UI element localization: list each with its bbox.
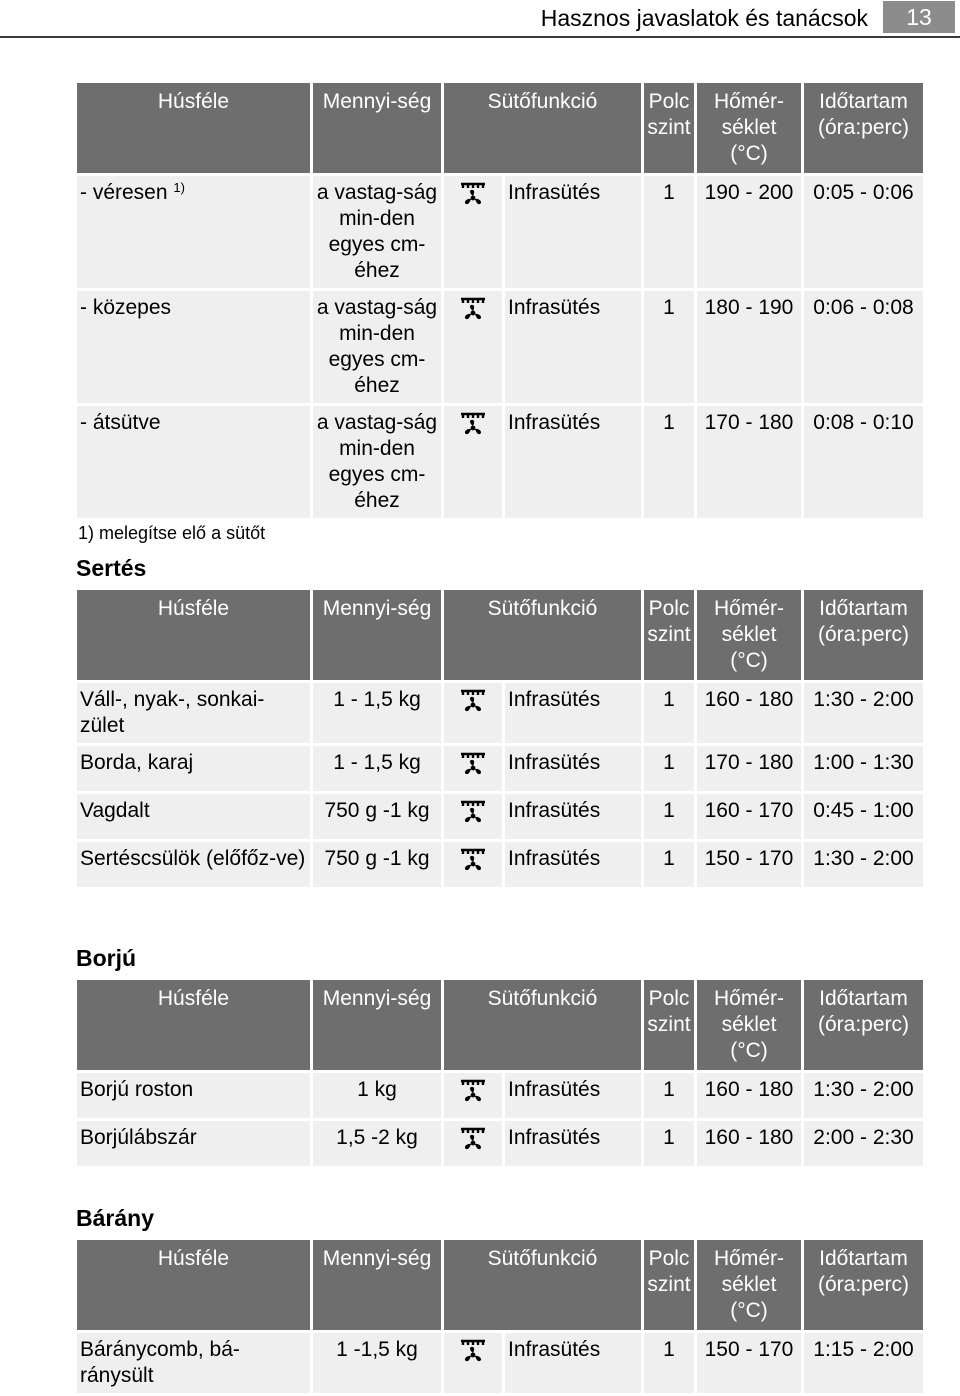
cell-meat: Vagdalt (77, 794, 310, 839)
cell-meat: Borjú roston (77, 1073, 310, 1118)
cell-time: 0:08 - 0:10 (804, 406, 923, 518)
col-header-meat: Húsféle (77, 1240, 310, 1330)
cell-shelf: 1 (644, 176, 694, 288)
cell-quantity: a vastag-ság min-den egyes cm-éhez (313, 406, 441, 518)
table-row (77, 1073, 923, 1118)
page-number: 13 (883, 1, 955, 33)
cell-quantity: 1 - 1,5 kg (313, 683, 441, 743)
cell-temperature: 160 - 170 (697, 794, 801, 839)
table-row (77, 842, 923, 887)
grill-fan-icon (444, 794, 502, 839)
cell-time: 0:05 - 0:06 (804, 176, 923, 288)
cell-temperature: 160 - 180 (697, 1121, 801, 1166)
col-header-func: Sütőfunkció (444, 1240, 641, 1330)
veal-table (74, 977, 926, 1169)
grill-fan-icon (444, 291, 502, 403)
col-header-temp: Hőmér-séklet (°C) (697, 83, 801, 173)
cell-temperature: 180 - 190 (697, 291, 801, 403)
col-header-qty: Mennyi-ség (313, 83, 441, 173)
cell-time: 1:30 - 2:00 (804, 683, 923, 743)
pork-table (74, 587, 926, 890)
cell-function: Infrasütés (505, 291, 641, 403)
grill-fan-icon (444, 1121, 502, 1166)
cell-time: 2:00 - 2:30 (804, 1121, 923, 1166)
cell-function: Infrasütés (505, 1073, 641, 1118)
page-header (0, 0, 960, 38)
col-header-shelf: Polc szint (644, 980, 694, 1070)
cell-meat (77, 406, 310, 518)
cell-function: Infrasütés (505, 176, 641, 288)
cell-meat-text: - átsütve (80, 411, 161, 434)
cell-shelf: 1 (644, 1333, 694, 1393)
cell-quantity: 1 -1,5 kg (313, 1333, 441, 1393)
cell-shelf: 1 (644, 683, 694, 743)
table-row (77, 406, 923, 518)
cell-shelf: 1 (644, 842, 694, 887)
cell-shelf: 1 (644, 1121, 694, 1166)
table-header-row (77, 980, 923, 1070)
grill-fan-icon (444, 842, 502, 887)
cell-temperature: 170 - 180 (697, 746, 801, 791)
table-row (77, 1333, 923, 1393)
col-header-qty: Mennyi-ség (313, 980, 441, 1070)
cell-time: 1:30 - 2:00 (804, 1073, 923, 1118)
col-header-time: Időtartam (óra:perc) (804, 590, 923, 680)
footnote: 1) melegítse elő a sütőt (78, 523, 266, 543)
cell-function: Infrasütés (505, 683, 641, 743)
cell-time: 0:06 - 0:08 (804, 291, 923, 403)
cell-meat: Báránycomb, bá-ránysült (77, 1333, 310, 1393)
col-header-func: Sütőfunkció (444, 980, 641, 1070)
col-header-func: Sütőfunkció (444, 83, 641, 173)
table-header-row (77, 590, 923, 680)
col-header-time: Időtartam (óra:perc) (804, 83, 923, 173)
col-header-qty: Mennyi-ség (313, 1240, 441, 1330)
cell-quantity: 750 g -1 kg (313, 794, 441, 839)
cell-quantity: 1 - 1,5 kg (313, 746, 441, 791)
cell-meat: Borda, karaj (77, 746, 310, 791)
header-rule (0, 36, 960, 38)
col-header-shelf: Polc szint (644, 1240, 694, 1330)
cell-temperature: 160 - 180 (697, 683, 801, 743)
cell-function: Infrasütés (505, 746, 641, 791)
cell-meat: Sertéscsülök (előfőz-ve) (77, 842, 310, 887)
col-header-meat: Húsféle (77, 980, 310, 1070)
table-row (77, 746, 923, 791)
cell-meat-text: - véresen (80, 181, 168, 204)
cell-function: Infrasütés (505, 1333, 641, 1393)
col-header-time: Időtartam (óra:perc) (804, 980, 923, 1070)
cell-quantity: a vastag-ság min-den egyes cm-éhez (313, 176, 441, 288)
table-header-row (77, 1240, 923, 1330)
cell-time: 1:15 - 2:00 (804, 1333, 923, 1393)
col-header-func: Sütőfunkció (444, 590, 641, 680)
cell-temperature: 170 - 180 (697, 406, 801, 518)
cell-temperature: 150 - 170 (697, 1333, 801, 1393)
col-header-meat: Húsféle (77, 83, 310, 173)
cell-quantity: 1 kg (313, 1073, 441, 1118)
footnote-marker: 1) (173, 180, 185, 195)
cell-shelf: 1 (644, 291, 694, 403)
table-row (77, 291, 923, 403)
table-row (77, 683, 923, 743)
table-row (77, 794, 923, 839)
beef-table (74, 80, 926, 521)
cell-function: Infrasütés (505, 842, 641, 887)
grill-fan-icon (444, 683, 502, 743)
cell-shelf: 1 (644, 794, 694, 839)
lamb-table (74, 1237, 926, 1396)
col-header-temp: Hőmér-séklet (°C) (697, 1240, 801, 1330)
cell-shelf: 1 (644, 746, 694, 791)
col-header-shelf: Polc szint (644, 83, 694, 173)
cell-meat (77, 176, 310, 288)
cell-meat: Borjúlábszár (77, 1121, 310, 1166)
cell-quantity: 750 g -1 kg (313, 842, 441, 887)
cell-shelf: 1 (644, 406, 694, 518)
section-title-pork: Sertés (76, 555, 147, 581)
cell-temperature: 160 - 180 (697, 1073, 801, 1118)
col-header-time: Időtartam (óra:perc) (804, 1240, 923, 1330)
cell-temperature: 190 - 200 (697, 176, 801, 288)
col-header-shelf: Polc szint (644, 590, 694, 680)
cell-function: Infrasütés (505, 406, 641, 518)
col-header-meat: Húsféle (77, 590, 310, 680)
cell-temperature: 150 - 170 (697, 842, 801, 887)
col-header-temp: Hőmér-séklet (°C) (697, 980, 801, 1070)
cell-quantity: a vastag-ság min-den egyes cm-éhez (313, 291, 441, 403)
table-row (77, 176, 923, 288)
cell-quantity: 1,5 -2 kg (313, 1121, 441, 1166)
cell-time: 1:30 - 2:00 (804, 842, 923, 887)
grill-fan-icon (444, 1073, 502, 1118)
grill-fan-icon (444, 746, 502, 791)
header-title: Hasznos javaslatok és tanácsok (540, 5, 868, 31)
table-header-row (77, 83, 923, 173)
col-header-qty: Mennyi-ség (313, 590, 441, 680)
cell-time: 1:00 - 1:30 (804, 746, 923, 791)
cell-shelf: 1 (644, 1073, 694, 1118)
cell-function: Infrasütés (505, 794, 641, 839)
grill-fan-icon (444, 406, 502, 518)
col-header-temp: Hőmér-séklet (°C) (697, 590, 801, 680)
section-title-veal: Borjú (76, 945, 137, 971)
cell-meat-text: - közepes (80, 296, 172, 319)
section-title-lamb: Bárány (76, 1205, 154, 1231)
cell-meat (77, 291, 310, 403)
cell-function: Infrasütés (505, 1121, 641, 1166)
grill-fan-icon (444, 1333, 502, 1393)
table-row (77, 1121, 923, 1166)
cell-meat: Váll-, nyak-, sonkai-zület (77, 683, 310, 743)
cell-time: 0:45 - 1:00 (804, 794, 923, 839)
grill-fan-icon (444, 176, 502, 288)
